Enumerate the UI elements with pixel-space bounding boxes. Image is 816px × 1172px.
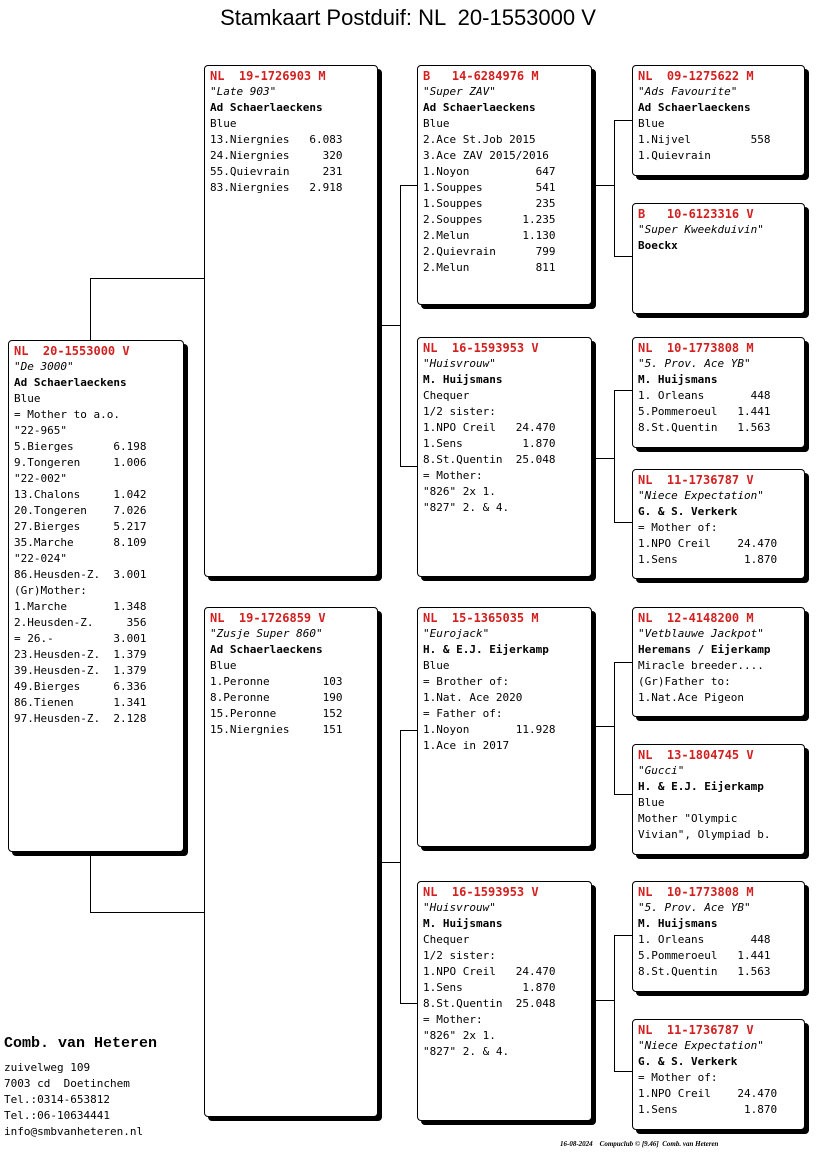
pedigree-line: 1.Sens 1.870 <box>638 553 778 566</box>
pedigree-line: 1.Noyon 647 <box>423 165 556 178</box>
connector-line <box>378 325 400 326</box>
pigeon-nickname: "Gucci" <box>638 764 685 777</box>
ring-number: B 10-6123316 V <box>638 207 754 221</box>
ring-number: NL 11-1736787 V <box>638 1023 754 1037</box>
pedigree-line: Chequer <box>423 933 470 946</box>
pigeon-nickname: "Huisvrouw" <box>423 901 496 914</box>
pedigree-line: 1.Souppes 235 <box>423 197 556 210</box>
pigeon-card-mfm <box>632 744 805 855</box>
pedigree-line: 1.Nat.Ace Pigeon <box>638 691 744 704</box>
connector-line <box>614 1071 632 1072</box>
pedigree-line: Mother "Olympic <box>638 812 738 825</box>
ring-number: NL 09-1275622 M <box>638 69 754 83</box>
pigeon-card-ffm <box>632 203 805 314</box>
owner-phone: Tel.:0314-653812 <box>4 1093 110 1106</box>
pedigree-line: 3.Ace ZAV 2015/2016 <box>423 149 549 162</box>
breeder-name: M. Huijsmans <box>423 373 503 386</box>
pedigree-line: = Mother to a.o. <box>14 408 120 421</box>
pedigree-line: 2.Heusden-Z. 356 <box>14 616 147 629</box>
pedigree-line: (Gr)Mother: <box>14 584 87 597</box>
pedigree-line: 5.Bierges 6.198 <box>14 440 147 453</box>
pedigree-line: 8.St.Quentin 25.048 <box>423 453 556 466</box>
pedigree-line: 1.NPO Creil 24.470 <box>423 965 556 978</box>
connector-line <box>592 1000 614 1001</box>
ring-number: NL 19-1726859 V <box>210 611 326 625</box>
pigeon-card-mff <box>632 607 805 717</box>
ring-number: NL 12-4148200 M <box>638 611 754 625</box>
owner-address-block <box>4 1034 204 1140</box>
connector-line <box>614 935 632 936</box>
pedigree-line: 55.Quievrain 231 <box>210 165 343 178</box>
pedigree-line: 83.Niergnies 2.918 <box>210 181 343 194</box>
footer-credit: 16-08-2024 Compuclub © [9.46] Comb. van Heteren <box>560 1140 719 1148</box>
pedigree-line: 1.NPO Creil 24.470 <box>638 537 778 550</box>
ring-number: NL 10-1773808 M <box>638 885 754 899</box>
pedigree-line: "22-024" <box>14 552 67 565</box>
pedigree-line: "827" 2. & 4. <box>423 1045 510 1058</box>
ring-number: NL 19-1726903 M <box>210 69 326 83</box>
pedigree-line: 1. Orleans 448 <box>638 389 771 402</box>
pedigree-line: 1.Ace in 2017 <box>423 739 510 752</box>
pedigree-line: 1.Sens 1.870 <box>638 1103 778 1116</box>
pedigree-line: 1.Quievrain <box>638 149 711 162</box>
pedigree-line: Blue <box>210 659 237 672</box>
breeder-name: M. Huijsmans <box>638 373 718 386</box>
pedigree-line: 27.Bierges 5.217 <box>14 520 147 533</box>
pedigree-line: Vivian", Olympiad b. <box>638 828 771 841</box>
pedigree-line: 1.Souppes 541 <box>423 181 556 194</box>
connector-line <box>90 912 204 913</box>
pedigree-line: = Mother of: <box>638 1071 718 1084</box>
ring-number: NL 15-1365035 M <box>423 611 539 625</box>
pigeon-card-mother <box>204 607 378 1117</box>
pigeon-nickname: "Zusje Super 860" <box>210 627 323 640</box>
breeder-name: Ad Schaerlaeckens <box>210 643 323 656</box>
pedigree-line: 86.Tienen 1.341 <box>14 696 147 709</box>
connector-line <box>614 935 615 1072</box>
breeder-name: G. & S. Verkerk <box>638 505 738 518</box>
breeder-name: Ad Schaerlaeckens <box>638 101 751 114</box>
owner-phone: Tel.:06-10634441 <box>4 1109 110 1122</box>
breeder-name: H. & E.J. Eijerkamp <box>638 780 764 793</box>
page-title: Stamkaart Postduif: NL 20-1553000 V <box>220 5 596 30</box>
pigeon-card-mmf <box>632 881 805 992</box>
pigeon-nickname: "Niece Expectation" <box>638 489 764 502</box>
ring-number: NL 16-1593953 V <box>423 885 539 899</box>
pedigree-line: 5.Pommeroeul 1.441 <box>638 949 771 962</box>
pedigree-line: 2.Melun 811 <box>423 261 556 274</box>
pedigree-line: 5.Pommeroeul 1.441 <box>638 405 771 418</box>
connector-line <box>614 120 615 257</box>
pigeon-card-fff <box>632 65 805 176</box>
pedigree-line: = Mother of: <box>638 521 718 534</box>
pedigree-line: Miracle breeder.... <box>638 659 764 672</box>
pedigree-line: Blue <box>423 117 450 130</box>
pedigree-line: 8.St.Quentin 1.563 <box>638 421 771 434</box>
pedigree-line: 2.Souppes 1.235 <box>423 213 556 226</box>
ring-number: NL 10-1773808 M <box>638 341 754 355</box>
connector-line <box>400 185 417 186</box>
pedigree-line: "22-965" <box>14 424 67 437</box>
pedigree-line: 20.Tongeren 7.026 <box>14 504 147 517</box>
ring-number: NL 13-1804745 V <box>638 748 754 762</box>
breeder-name: H. & E.J. Eijerkamp <box>423 643 549 656</box>
pedigree-line: 8.St.Quentin 25.048 <box>423 997 556 1010</box>
connector-line <box>400 730 417 731</box>
pedigree-line: = Father of: <box>423 707 503 720</box>
pedigree-line: 15.Peronne 152 <box>210 707 343 720</box>
connector-line <box>90 278 91 340</box>
pedigree-line: 1.Nat. Ace 2020 <box>423 691 523 704</box>
connector-line <box>614 794 632 795</box>
pedigree-line: "22-002" <box>14 472 67 485</box>
pigeon-card-fmm <box>632 469 805 579</box>
connector-line <box>614 390 615 523</box>
connector-line <box>378 862 400 863</box>
connector-line <box>400 730 401 1004</box>
ring-number: NL 16-1593953 V <box>423 341 539 355</box>
pedigree-line: Blue <box>638 796 665 809</box>
connector-line <box>614 390 632 391</box>
ring-number: NL 11-1736787 V <box>638 473 754 487</box>
owner-address-line: zuivelweg 109 <box>4 1061 91 1074</box>
connector-line <box>614 256 632 257</box>
connector-line <box>592 726 614 727</box>
pedigree-line: = 26.- 3.001 <box>14 632 147 645</box>
pedigree-line: "826" 2x 1. <box>423 1029 496 1042</box>
pigeon-nickname: "Vetblauwe Jackpot" <box>638 627 764 640</box>
pedigree-line: 15.Niergnies 151 <box>210 723 343 736</box>
connector-line <box>90 278 204 279</box>
pigeon-nickname: "Late 903" <box>210 85 277 98</box>
pedigree-line: (Gr)Father to: <box>638 675 731 688</box>
pedigree-line: = Mother: <box>423 1013 483 1026</box>
pedigree-line: 1.NPO Creil 24.470 <box>423 421 556 434</box>
pigeon-card-father-father <box>417 65 592 305</box>
pigeon-nickname: "Super ZAV" <box>423 85 496 98</box>
owner-name: Comb. van Heteren <box>4 1035 158 1052</box>
pigeon-card-father <box>204 65 378 577</box>
pedigree-line: 1.Noyon 11.928 <box>423 723 556 736</box>
breeder-name: G. & S. Verkerk <box>638 1055 738 1068</box>
pigeon-nickname: "De 3000" <box>14 360 74 373</box>
pedigree-line: Blue <box>423 659 450 672</box>
connector-line <box>614 120 632 121</box>
ring-number: B 14-6284976 M <box>423 69 539 83</box>
pigeon-card-father-mother <box>417 337 592 577</box>
pigeon-nickname: "Eurojack" <box>423 627 490 640</box>
connector-line <box>400 1003 417 1004</box>
owner-address-line: 7003 cd Doetinchem <box>4 1077 130 1090</box>
pigeon-card-mother-mother <box>417 881 592 1121</box>
pedigree-line: 8.Peronne 190 <box>210 691 343 704</box>
connector-line <box>90 852 91 912</box>
pedigree-line: 86.Heusden-Z. 3.001 <box>14 568 147 581</box>
breeder-name: M. Huijsmans <box>423 917 503 930</box>
connector-line <box>592 185 614 186</box>
pedigree-line: 1.Marche 1.348 <box>14 600 147 613</box>
pedigree-line: = Mother: <box>423 469 483 482</box>
pedigree-line: 1/2 sister: <box>423 405 496 418</box>
pedigree-line: 1.Nijvel 558 <box>638 133 771 146</box>
pedigree-line: 39.Heusden-Z. 1.379 <box>14 664 147 677</box>
pigeon-nickname: "5. Prov. Ace YB" <box>638 357 751 370</box>
pedigree-line: Blue <box>210 117 237 130</box>
pigeon-card-mmm <box>632 1019 805 1130</box>
pigeon-nickname: "Super Kweekduivin" <box>638 223 764 236</box>
connector-line <box>400 185 401 467</box>
connector-line <box>614 662 615 795</box>
pedigree-line: 2.Melun 1.130 <box>423 229 556 242</box>
pedigree-line: 1.Peronne 103 <box>210 675 343 688</box>
pedigree-line: 35.Marche 8.109 <box>14 536 147 549</box>
pedigree-line: 97.Heusden-Z. 2.128 <box>14 712 147 725</box>
pedigree-line: 9.Tongeren 1.006 <box>14 456 147 469</box>
pedigree-line: 1.NPO Creil 24.470 <box>638 1087 778 1100</box>
pedigree-line: = Brother of: <box>423 675 510 688</box>
pigeon-card-main <box>8 340 184 852</box>
owner-email: info@smbvanheteren.nl <box>4 1125 144 1138</box>
pedigree-line: Blue <box>14 392 41 405</box>
pigeon-nickname: "Niece Expectation" <box>638 1039 764 1052</box>
ring-number: NL 20-1553000 V <box>14 344 130 358</box>
pedigree-line: Blue <box>638 117 665 130</box>
pedigree-line: "827" 2. & 4. <box>423 501 510 514</box>
pedigree-line: 2.Quievrain 799 <box>423 245 556 258</box>
pedigree-line: "826" 2x 1. <box>423 485 496 498</box>
pigeon-nickname: "Ads Favourite" <box>638 85 738 98</box>
pigeon-card-mother-father <box>417 607 592 847</box>
pigeon-nickname: "Huisvrouw" <box>423 357 496 370</box>
breeder-name: Boeckx <box>638 239 678 252</box>
pigeon-nickname: "5. Prov. Ace YB" <box>638 901 751 914</box>
pedigree-line: 13.Niergnies 6.083 <box>210 133 343 146</box>
pedigree-line: 1.Sens 1.870 <box>423 437 556 450</box>
connector-line <box>614 522 632 523</box>
breeder-name: Heremans / Eijerkamp <box>638 643 771 656</box>
pedigree-line: 1.Sens 1.870 <box>423 981 556 994</box>
connector-line <box>614 662 632 663</box>
pedigree-line: 13.Chalons 1.042 <box>14 488 147 501</box>
breeder-name: Ad Schaerlaeckens <box>14 376 127 389</box>
pigeon-card-fmf <box>632 337 805 448</box>
connector-line <box>592 458 614 459</box>
pedigree-line: 1/2 sister: <box>423 949 496 962</box>
pedigree-line: 24.Niergnies 320 <box>210 149 343 162</box>
pedigree-line: 8.St.Quentin 1.563 <box>638 965 771 978</box>
breeder-name: Ad Schaerlaeckens <box>210 101 323 114</box>
breeder-name: M. Huijsmans <box>638 917 718 930</box>
connector-line <box>400 466 417 467</box>
pedigree-line: 23.Heusden-Z. 1.379 <box>14 648 147 661</box>
pedigree-line: Chequer <box>423 389 470 402</box>
breeder-name: Ad Schaerlaeckens <box>423 101 536 114</box>
pedigree-line: 2.Ace St.Job 2015 <box>423 133 536 146</box>
pedigree-line: 49.Bierges 6.336 <box>14 680 147 693</box>
pedigree-line: 1. Orleans 448 <box>638 933 771 946</box>
